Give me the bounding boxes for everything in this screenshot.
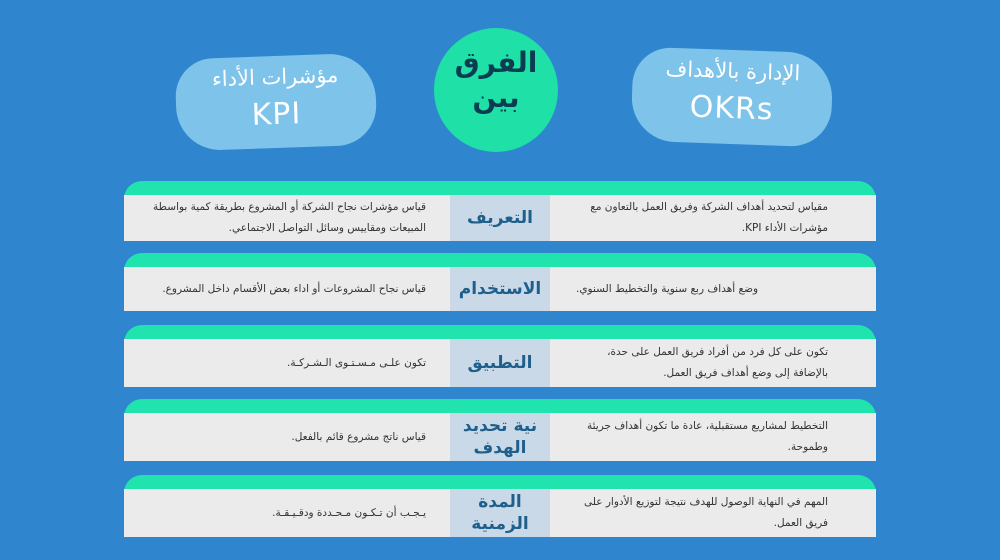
center-title-line2: بين (472, 81, 520, 114)
kpi-cell: قياس مؤشرات نجاح الشركة أو المشروع بطريقة كمية بواسطة المبيعات ومقاييس وسائل التواصل الاجتماعي. (153, 201, 426, 234)
row-label: التعريف (450, 195, 550, 241)
row-body (124, 195, 876, 241)
kpi-header-card (174, 53, 377, 152)
okr-cell: المهم في النهاية الوصول للهدف نتيجة لتوزيع الأدوار على فريق العمل. (584, 496, 828, 529)
okr-header-abbr: OKRs (689, 89, 775, 128)
okr-header-card (630, 47, 833, 148)
okr-cell: مقياس لتحديد أهداف الشركة وفريق العمل بالتعاون مع مؤشرات الأداء KPI. (590, 201, 828, 234)
kpi-cell: يـجـب أن تـكـون مـحـددة ودقـيـقـة. (272, 506, 426, 519)
comparison-row-usage (124, 253, 876, 311)
row-body (124, 413, 876, 461)
okr-cell: التخطيط لمشاريع مستقبلية، عادة ما تكون أهداف جريئة وطموحة. (587, 420, 828, 453)
center-title-circle (434, 28, 558, 152)
row-label: الاستخدام (450, 267, 550, 311)
kpi-cell: تكون علـى مـسـتـوى الـشـركـة. (287, 356, 426, 369)
center-title-line1: الفرق (454, 46, 538, 79)
row-label: نية تحديد الهدف (450, 413, 550, 461)
comparison-row-definition (124, 181, 876, 241)
row-label: التطبيق (450, 339, 550, 387)
kpi-header-abbr: KPI (251, 96, 302, 133)
row-label: المدة الزمنية (450, 489, 550, 537)
comparison-row-timeframe (124, 475, 876, 537)
comparison-row-goal-intent (124, 399, 876, 461)
kpi-cell: قياس نجاح المشروعات أو اداء بعض الأقسام داخل المشروع. (162, 282, 426, 295)
okr-cell: تكون على كل فرد من أفراد فريق العمل على حدة، بالإضافة إلى وضع أهداف فريق العمل. (607, 346, 828, 379)
comparison-row-application (124, 325, 876, 387)
row-body (124, 267, 876, 311)
row-body (124, 339, 876, 387)
row-body (124, 489, 876, 537)
okr-cell: وضع أهداف ربع سنوية والتخطيط السنوي. (576, 282, 759, 295)
kpi-header-title: مؤشرات الأداء (211, 62, 339, 92)
kpi-cell: قياس ناتج مشروع قائم بالفعل. (291, 430, 426, 443)
okr-header-title: الإدارة بالأهداف (665, 56, 801, 86)
